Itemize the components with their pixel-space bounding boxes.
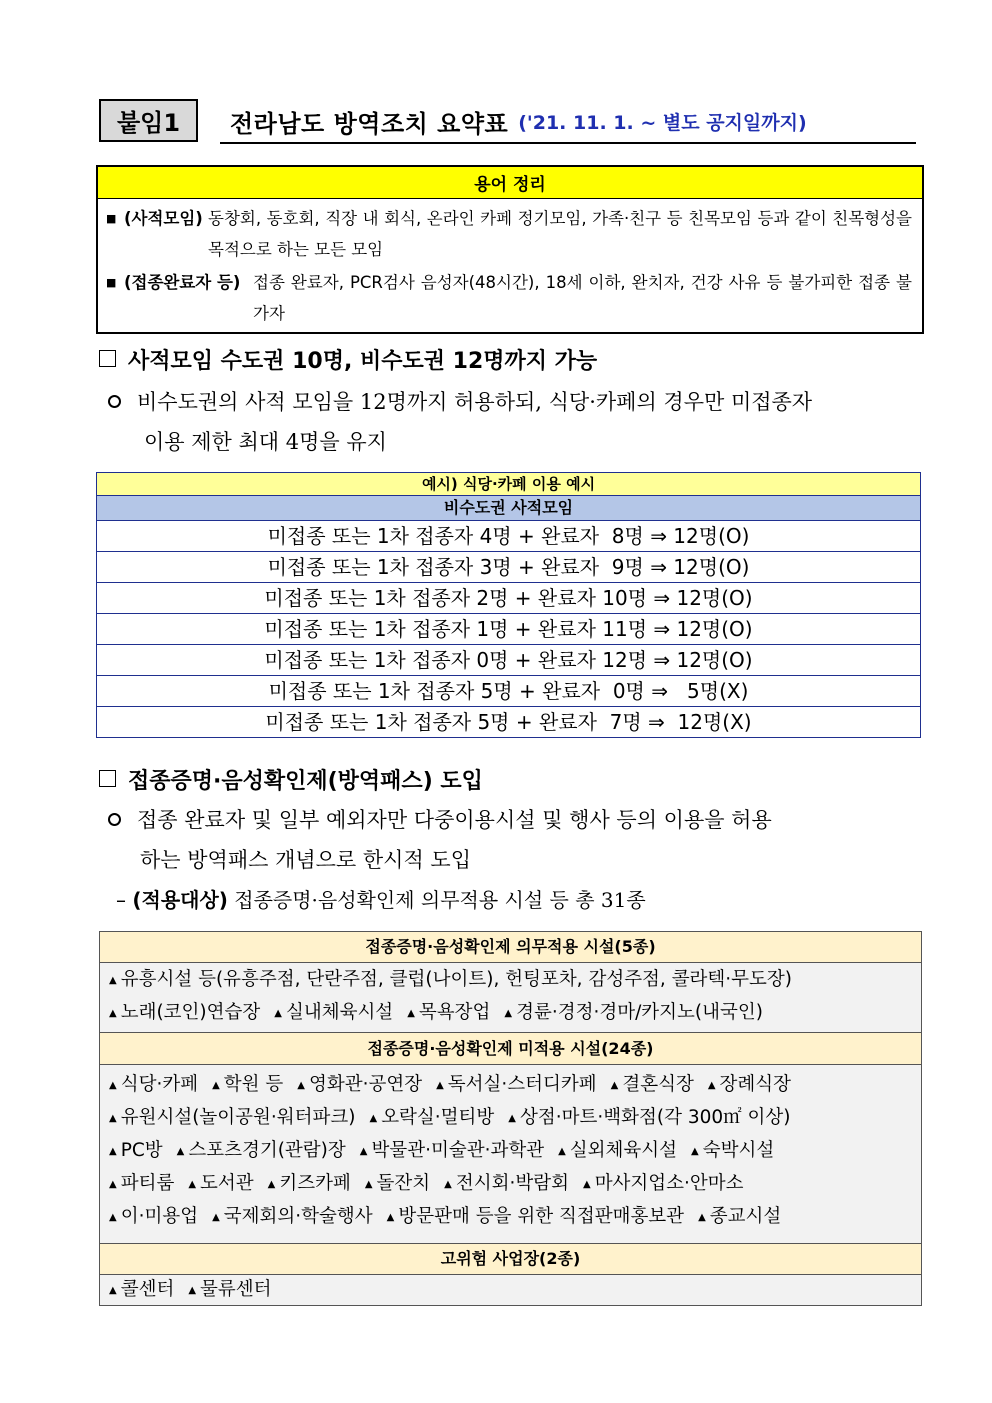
triangle-bullet-icon: ▲ bbox=[109, 975, 117, 986]
term-item-vaccinated bbox=[106, 267, 912, 329]
facility-line bbox=[109, 997, 921, 1030]
triangle-bullet-icon: ▲ bbox=[504, 1008, 513, 1019]
triangle-bullet-icon: ▲ bbox=[109, 1113, 117, 1124]
facility-line bbox=[109, 1102, 921, 1135]
facility-item: ▲ 실외체육시설 bbox=[558, 1140, 678, 1161]
facility-item: ▲ 학원 등 bbox=[212, 1074, 284, 1095]
triangle-bullet-icon: ▲ bbox=[212, 1080, 220, 1091]
facility-item: ▲ 실내체육시설 bbox=[274, 1002, 394, 1023]
facility-item: ▲ 숙박시설 bbox=[691, 1140, 775, 1161]
triangle-bullet-icon: ▲ bbox=[109, 1008, 117, 1019]
section1-line2: 이용 제한 최대 4명을 유지 bbox=[144, 430, 387, 454]
table-row: 미접종 또는 1차 접종자 1명 + 완료자 11명 ⇒ 12명(O) bbox=[97, 614, 920, 645]
facility-line bbox=[109, 1275, 921, 1306]
triangle-bullet-icon: ▲ bbox=[297, 1080, 305, 1091]
square-bullet-icon: ■ bbox=[106, 212, 117, 225]
facility-item: ▲ 국제회의·학술행사 bbox=[212, 1206, 373, 1227]
facility-line bbox=[109, 1135, 921, 1168]
circle-bullet-icon bbox=[108, 395, 121, 408]
facility-item: ▲ 장례식장 bbox=[707, 1074, 792, 1095]
triangle-bullet-icon: ▲ bbox=[109, 1146, 117, 1157]
facility-item: ▲ 상점·마트·백화점(각 300㎡ 이상) bbox=[508, 1107, 791, 1128]
facility-item: ▲ 방문판매 등을 위한 직접판매홍보관 bbox=[386, 1206, 685, 1227]
facility-item: ▲ 물류센터 bbox=[188, 1279, 272, 1300]
term-key: (사적모임) bbox=[124, 209, 203, 228]
facility-item: ▲ 돌잔치 bbox=[364, 1173, 431, 1194]
triangle-bullet-icon: ▲ bbox=[582, 1179, 591, 1190]
triangle-bullet-icon: ▲ bbox=[176, 1146, 185, 1157]
facility-line bbox=[109, 1168, 921, 1201]
term-item-gathering bbox=[106, 203, 912, 265]
facility-item: ▲ 식당·카페 bbox=[109, 1074, 199, 1095]
example-table bbox=[96, 472, 921, 738]
triangle-bullet-icon: ▲ bbox=[436, 1080, 444, 1091]
terms-box bbox=[96, 165, 924, 334]
facility-item: ▲ 전시회·박람회 bbox=[444, 1173, 569, 1194]
triangle-bullet-icon: ▲ bbox=[610, 1080, 619, 1091]
section2-line2: 하는 방역패스 개념으로 한시적 도입 bbox=[140, 848, 471, 872]
term-desc: 접종 완료자, PCR검사 음성자(48시간), 18세 이하, 완치자, 건강 사유 등 불가피한 접종 불가자 bbox=[253, 273, 912, 323]
triangle-bullet-icon: ▲ bbox=[558, 1146, 566, 1157]
facility-item: ▲ 노래(코인)연습장 bbox=[109, 1002, 261, 1023]
section1-heading: 사적모임 수도권 10명, 비수도권 12명까지 가능 bbox=[99, 344, 597, 375]
table-row: 미접종 또는 1차 접종자 5명 + 완료자 0명 ⇒ 5명(X) bbox=[97, 676, 920, 707]
triangle-bullet-icon: ▲ bbox=[267, 1179, 276, 1190]
facility-line bbox=[109, 964, 921, 997]
example-table-subtitle: 비수도권 사적모임 bbox=[97, 496, 920, 521]
triangle-bullet-icon: ▲ bbox=[691, 1146, 699, 1157]
circle-bullet-icon bbox=[108, 813, 121, 826]
triangle-bullet-icon: ▲ bbox=[109, 1285, 117, 1296]
triangle-bullet-icon: ▲ bbox=[359, 1146, 368, 1157]
facility-item: ▲ 파티룸 bbox=[109, 1173, 175, 1194]
section2-heading: 접종증명·음성확인제(방역패스) 도입 bbox=[99, 764, 483, 795]
triangle-bullet-icon: ▲ bbox=[212, 1212, 220, 1223]
table-row: 미접종 또는 1차 접종자 5명 + 완료자 7명 ⇒ 12명(X) bbox=[265, 710, 752, 734]
triangle-bullet-icon: ▲ bbox=[274, 1008, 282, 1019]
example-table-title: 예시) 식당·카페 이용 예시 bbox=[97, 473, 920, 496]
nonmandatory-heading: 접종증명·음성확인제 미적용 시설(24종) bbox=[100, 1033, 921, 1065]
section2-target: – (적용대상) 접종증명·음성확인제 의무적용 시설 등 총 31종 bbox=[116, 888, 646, 912]
nonmandatory-list bbox=[100, 1065, 921, 1244]
triangle-bullet-icon: ▲ bbox=[109, 1179, 117, 1190]
table-row: 미접종 또는 1차 접종자 3명 + 완료자 9명 ⇒ 12명(O) bbox=[97, 552, 920, 583]
facility-line bbox=[109, 1069, 921, 1102]
triangle-bullet-icon: ▲ bbox=[109, 1212, 117, 1223]
facility-item: ▲ 마사지업소·안마소 bbox=[582, 1173, 744, 1194]
highrisk-heading: 고위험 사업장(2종) bbox=[100, 1244, 921, 1275]
facility-item: ▲ 독서실·스터디카페 bbox=[436, 1074, 597, 1095]
facility-item: ▲ 유흥시설 등(유흥주점, 단란주점, 클럽(나이트), 헌팅포차, 감성주점, 콜라텍·무도장) bbox=[109, 969, 793, 990]
highrisk-list bbox=[100, 1275, 921, 1305]
triangle-bullet-icon: ▲ bbox=[407, 1008, 415, 1019]
facility-item: ▲ 박물관·미술관·과학관 bbox=[359, 1140, 545, 1161]
facility-item: ▲ 도서관 bbox=[188, 1173, 254, 1194]
table-row: 미접종 또는 1차 접종자 2명 + 완료자 10명 ⇒ 12명(O) bbox=[97, 583, 920, 614]
facility-item: ▲ 경륜·경정·경마/카지노(내국인) bbox=[504, 1002, 763, 1023]
checkbox-square-icon bbox=[99, 350, 116, 367]
term-desc: 동창회, 동호회, 직장 내 회식, 온라인 카페 정기모임, 가족·친구 등 친목모임 등과 같이 친목형성을 목적으로 하는 모든 모임 bbox=[208, 209, 912, 259]
facility-item: ▲ 종교시설 bbox=[698, 1206, 782, 1227]
document-title bbox=[220, 100, 916, 144]
facility-item: ▲ 이·미용업 bbox=[109, 1206, 199, 1227]
section1-line1: 비수도권의 사적 모임을 12명까지 허용하되, 식당·카페의 경우만 미접종자 bbox=[108, 382, 812, 422]
facility-table bbox=[99, 931, 922, 1306]
mandatory-list bbox=[100, 963, 921, 1033]
triangle-bullet-icon: ▲ bbox=[386, 1212, 395, 1223]
triangle-bullet-icon: ▲ bbox=[364, 1179, 373, 1190]
triangle-bullet-icon: ▲ bbox=[508, 1113, 516, 1124]
facility-item: ▲ 영화관·공연장 bbox=[297, 1074, 423, 1095]
term-key: (접종완료자 등) bbox=[124, 273, 241, 292]
facility-item: ▲ 유원시설(놀이공원·워터파크) bbox=[109, 1107, 356, 1128]
triangle-bullet-icon: ▲ bbox=[109, 1080, 117, 1091]
title-period: ('21. 11. 1. ~ 별도 공지일까지) bbox=[518, 111, 807, 134]
facility-item: ▲ 오락실·멀티방 bbox=[369, 1107, 495, 1128]
facility-line bbox=[109, 1201, 921, 1234]
triangle-bullet-icon: ▲ bbox=[188, 1285, 197, 1296]
checkbox-square-icon bbox=[99, 770, 116, 787]
facility-item: ▲ 결혼식장 bbox=[610, 1074, 694, 1095]
facility-item: ▲ 콜센터 bbox=[109, 1279, 175, 1300]
triangle-bullet-icon: ▲ bbox=[369, 1113, 378, 1124]
terms-heading: 용어 정리 bbox=[98, 167, 922, 199]
table-row: 미접종 또는 1차 접종자 4명 + 완료자 8명 ⇒ 12명(O) bbox=[97, 521, 920, 552]
triangle-bullet-icon: ▲ bbox=[188, 1179, 197, 1190]
title-text: 전라남도 방역조치 요약표 bbox=[230, 109, 509, 138]
section2-line1: 접종 완료자 및 일부 예외자만 다중이용시설 및 행사 등의 이용을 허용 bbox=[108, 800, 772, 840]
triangle-bullet-icon: ▲ bbox=[707, 1080, 716, 1091]
facility-item: ▲ 스포츠경기(관람)장 bbox=[176, 1140, 346, 1161]
triangle-bullet-icon: ▲ bbox=[444, 1179, 452, 1190]
mandatory-heading: 접종증명·음성확인제 의무적용 시설(5종) bbox=[100, 932, 921, 963]
triangle-bullet-icon: ▲ bbox=[698, 1212, 706, 1223]
table-row: 미접종 또는 1차 접종자 0명 + 완료자 12명 ⇒ 12명(O) bbox=[97, 645, 920, 676]
facility-item: ▲ 목욕장업 bbox=[407, 1002, 491, 1023]
facility-item: ▲ PC방 bbox=[109, 1140, 163, 1161]
facility-item: ▲ 키즈카페 bbox=[267, 1173, 351, 1194]
attachment-label: 붙임1 bbox=[99, 99, 198, 142]
square-bullet-icon: ■ bbox=[106, 276, 117, 289]
